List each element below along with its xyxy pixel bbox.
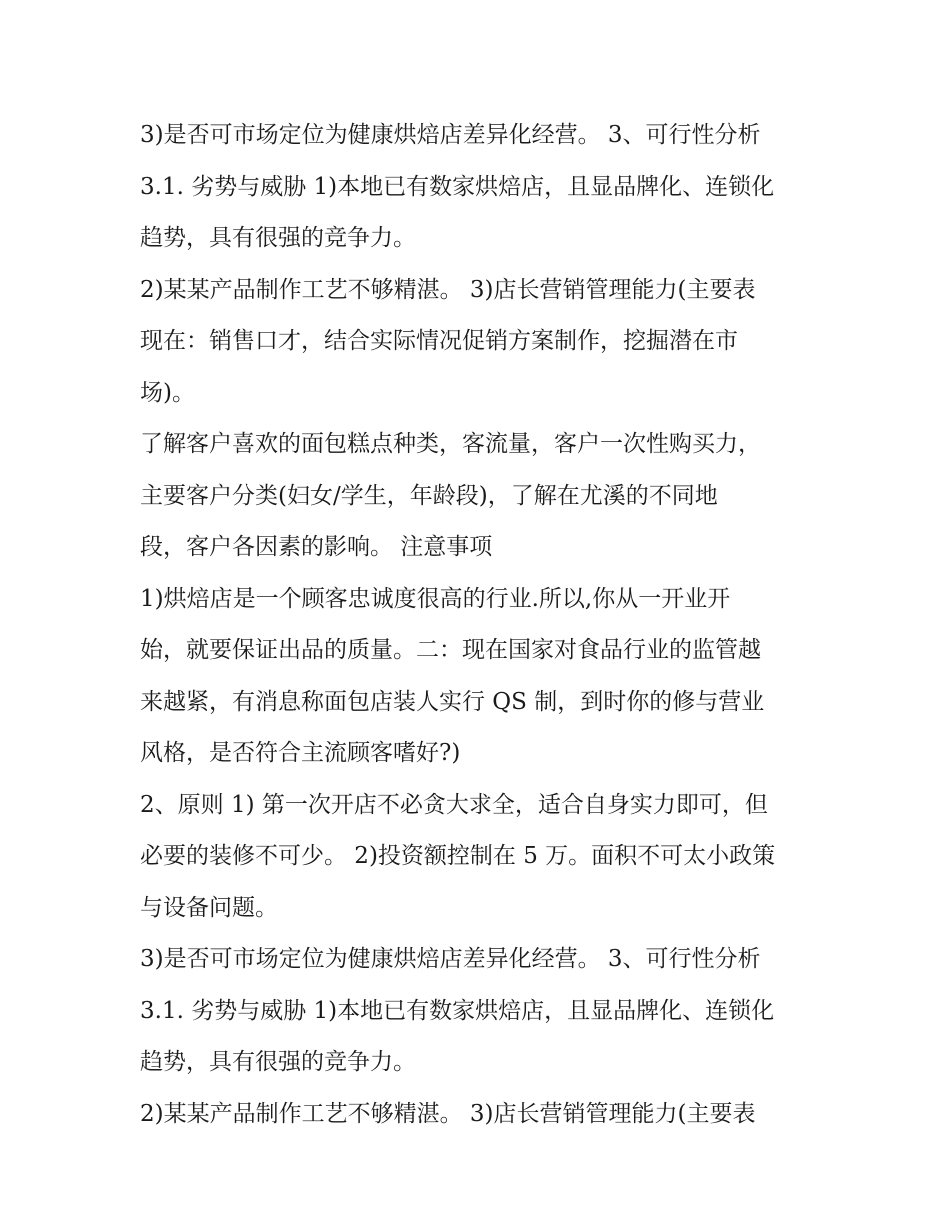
text-line: 3.1. 劣势与威胁 1)本地已有数家烘焙店，且显品牌化、连锁化 [140, 997, 775, 1024]
text-line: 3)是否可市场定位为健康烘焙店差异化经营。 3、可行性分析 [140, 122, 761, 148]
text-line: 2)某某产品制作工艺不够精湛。 3)店长营销管理能力(主要表 [140, 276, 756, 303]
text-line: 了解客户喜欢的面包糕点种类，客流量，客户一次性购买力， [140, 431, 761, 457]
text-line: 趋势，具有很强的竞争力。 [140, 225, 416, 251]
text-line: 风格，是否符合主流顾客嗜好?) [140, 740, 461, 766]
text-line: 3)是否可市场定位为健康烘焙店差异化经营。 3、可行性分析 [140, 946, 761, 972]
text-line: 来越紧，有消息称面包店装人实行 QS 制，到时你的修与营业 [140, 688, 765, 715]
text-line: 主要客户分类(妇女/学生，年龄段)，了解在尤溪的不同地 [140, 482, 718, 509]
text-line: 段，客户各因素的影响。 注意事项 [140, 534, 493, 560]
text-line: 1)烘焙店是一个顾客忠诚度很高的行业.所以,你从一开业开 [140, 585, 731, 612]
text-line: 现在：销售口才，结合实际情况促销方案制作，挖掘潜在市 [140, 328, 738, 354]
text-line: 与设备问题。 [140, 894, 278, 921]
text-line: 场)。 [140, 379, 195, 406]
text-line: 2)某某产品制作工艺不够精湛。 3)店长营销管理能力(主要表 [140, 1100, 756, 1127]
text-line: 始，就要保证出品的质量。二：现在国家对食品行业的监管越 [140, 637, 761, 663]
text-line: 趋势，具有很强的竞争力。 [140, 1049, 416, 1075]
text-line: 3.1. 劣势与威胁 1)本地已有数家烘焙店，且显品牌化、连锁化 [140, 173, 775, 200]
body-text [140, 110, 820, 1140]
text-line: 2、原则 1) 第一次开店不必贪大求全，适合自身实力即可，但 [140, 791, 768, 818]
text-line: 必要的装修不可少。 2)投资额控制在 5 万。面积不可太小政策 [140, 843, 776, 869]
